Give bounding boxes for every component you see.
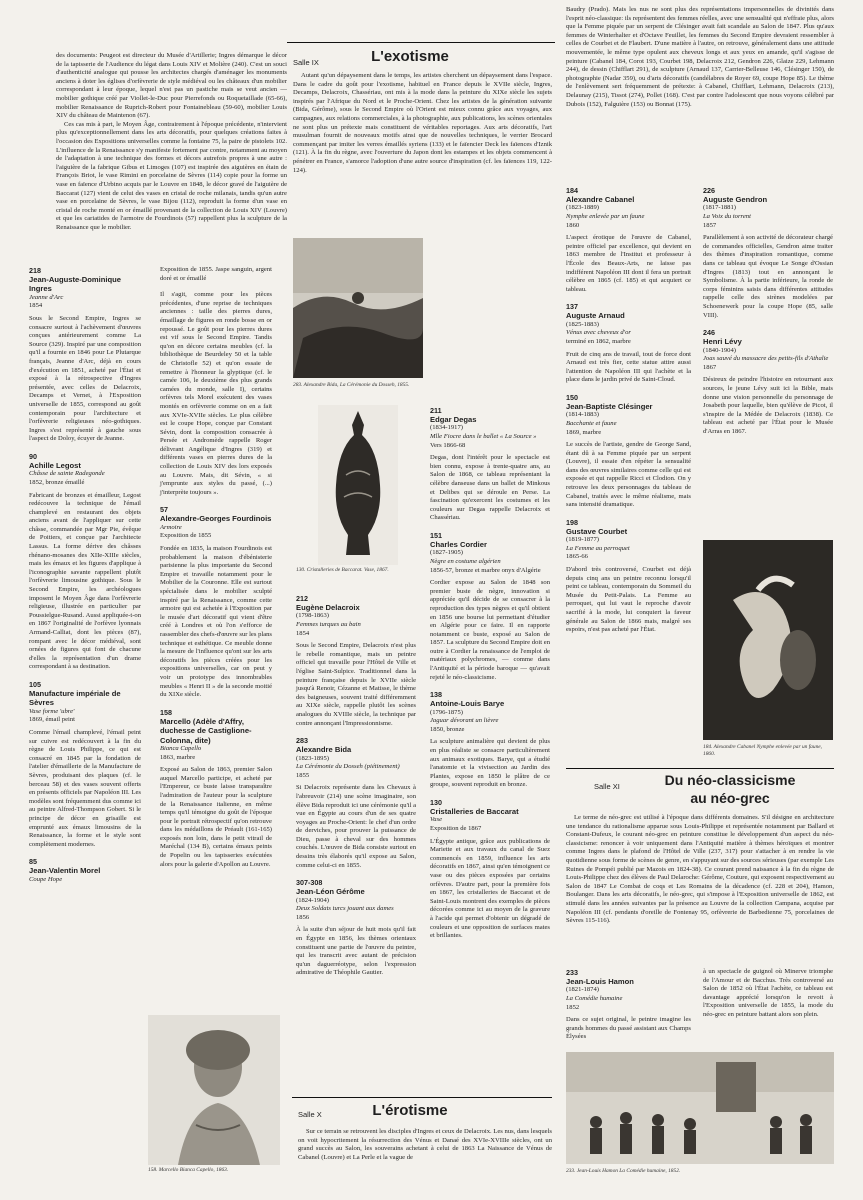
- artist-dates: (1796-1875): [430, 708, 463, 716]
- work-title: Nymphe enlevée par un faune: [566, 213, 645, 220]
- artist-name: Edgar Degas: [430, 415, 477, 424]
- salle-xi-intro: Le terme de néo-grec est utilisé à l'époque dans différents domaines. S'il désigne en architecture une tendance du rationalisme apparue sous Louis-Philippe et représentée notamment par Ballard et Constant-Dufeux, le courant néo-grec en peinture constitue le développement d'un aspect du néo-classicisme: renoncer à voir uniquement dans l'Antiquité matière à thèmes héroïques et montrer comme Ingres dans le plafond de l'Hôtel de Ville (237, 317) pour s'attacher à en rendre la vie quotidienne sous forme de scènes de genre, en s'appuyant sur des sources sérieuses (par exemple Les Ruines de Pompéi publié par Mazois en 1824-38). Ce courant prend naissance à la fin du règne de Louis-Philippe chez des élèves de Paul Delaroche: Gérôme, Couture, qui exposent respectivement au Salon de 1847 Le Combat de coqs et Les Romains de la décadence (cf. 228 et 204), Hamon, Boulanger. Dans les arts décoratifs, le néo-grec, qui s'impose à l'Exposition universelle de 1862, est stimulé dans les années suivantes par la présence au Louvre de la collection Campana, acquise par Napoléon III (cf. pendants d'oreille de Fontenay 95, orfèvrerie de Barbedienne 75, porcelaines de Sèvres 115-116).: [566, 814, 834, 925]
- caption-bida: 283. Alexandre Bida, La Cérémonie du Dosseh, 1855.: [293, 382, 410, 388]
- work-title: Bianca Capello: [160, 744, 202, 752]
- bust-illustration-icon: [148, 1015, 280, 1165]
- entry-number: 151: [430, 530, 442, 540]
- catalogue-entry: [29, 857, 141, 884]
- artist-name: Marcello (Adèle d'Affry, duchesse de Castiglione-Colonna, dite): [160, 716, 252, 745]
- artist-dates: (1814-1883): [566, 411, 599, 419]
- entry-text: Fruit de cinq ans de travail, tout de force dont Arnaud est très fier, cette statue attire aussi l'attention de Napoléon III qui l'achète et la place dans le jardin privé de Saint-Cloud.: [566, 350, 691, 384]
- column-4: [430, 398, 550, 941]
- salle-ix-rule: [287, 42, 555, 43]
- intro-text-block: [56, 52, 287, 232]
- artist-name: Cristalleries de Baccarat: [430, 807, 519, 816]
- artist-name: Eugène Delacroix: [296, 603, 360, 612]
- caption-marcello: 158. Marcello Bianca Capello, 1863.: [148, 1167, 229, 1173]
- catalogue-entry: [160, 291, 272, 497]
- work-title: Femmes turques au bain: [296, 621, 361, 628]
- entry-number: 226: [703, 186, 715, 195]
- entry-number: 57: [160, 505, 168, 515]
- work-details: terminé en 1862, marbre: [566, 337, 631, 345]
- salle-x-rule: [292, 1097, 552, 1098]
- entry-number: 283: [296, 736, 308, 746]
- entry-text: L'aspect érotique de l'œuvre de Cabanel, peintre officiel par excellence, qui devient en 1863 membre de l'Institut et professeur à l'École des Beaux-Arts, ne laisse pas indifférent Napoléon III dont il fera un portrait célèbre en 1865 (cf. 185) et qui acquiert ce tableau.: [566, 234, 691, 293]
- caption-baccarat: 130. Cristalleries de Baccarat. Vase, 1867.: [296, 567, 389, 573]
- work-title: La Voix du torrent: [703, 213, 751, 220]
- entry-number: 130: [430, 798, 442, 807]
- artist-name: Charles Cordier: [430, 539, 487, 549]
- entry-text: L'Égypte antique, grâce aux publications de Mariette et aux travaux du canal de Suez commencés en 1859, influence les arts décoratifs en 1867, ainsi qu'en témoignent ce vase ou des pièces exposées par certains orfèvres. D'autre part, pour la première fois en 1867, les cristalleries de Baccarat et de Saint-Louis montrent des exemples de pièces décorées comme ici au moyen de la gravure à l'acide qui permet d'obtenir un dégradé de couleurs et une opposition de surfaces mates et brillantes.: [430, 837, 550, 940]
- intro-paragraph-1: des documents: Peugeot est directeur du Musée d'Artillerie; Ingres démarque le décor de la tapisserie de l'Audience du légat dans Louis XIV et Molière (240). C'est un souci d'authenticité analogue qui pousse les architectes chargés d'aménager les monuments anciens à doter les églises d'orfèvrerie de style médiéval ou les châteaux d'un mobilier correspondant à leur époque, lequel n'est pas un pastiche mais se veut ancien — mobilier gothique créé par Viollet-le-Duc pour Pierrefonds ou Roquetaillade (65-66), mobilier Renaissance de Ruprich-Robert pour Fontainebleau (59-60), mobilier Louis XIV du château de Maintenon (67).: [56, 52, 287, 120]
- entry-text: Exposé au Salon de 1863, premier Salon auquel Marcello participe, et acheté par l'Empereur, ce buste laisse transparaître l'admiration de l'auteur pour la sculpture de la Renaissance italienne, en même temps qu'il témoigne du goût de l'époque pour le portrait rétrospectif qu'on retrouve dans les médaillons de Préault (161-165) exposés non loin, dans le petit vitrail de Maréchal (134 B), certains émaux peints de Popelin ou les tapisseries exécutées alors pour la galerie d'Apollon au Louvre.: [160, 766, 272, 868]
- artist-dates: (1798-1863): [296, 612, 329, 620]
- entry-text: À la suite d'un séjour de huit mois qu'il fait en Égypte en 1856, les thèmes orientaux constituent une partie de l'œuvre du peintre, qui les transcrit avec autant de précision qu'un daguerréotype, selon l'expression admirative de Théophile Gautier.: [296, 926, 416, 977]
- entry-number: 150: [566, 392, 578, 402]
- artist-name: Jean-Auguste-Dominique Ingres: [29, 275, 121, 294]
- entry-text: Comme l'émail champlevé, l'émail peint sur cuivre est redécouvert à la fin du règne de Louis Philippe, ce qui est consacré en 1845 par la fondation de l'atelier d'émaillerie de la Manufacture de Sèvres, produisant des plaques (cf. le berceau 58) et des vases souvent offerts en présents officiels par Napoléon III. Les modèles sont fréquemment dus comme ici au peintre Alfred-Thompson Gobert. Si le principe de décor en grisaille est emprunté aux émaux limousins de la Renaissance, la forme et le style sont complètement modernes.: [29, 728, 141, 848]
- catalogue-entry: [430, 798, 550, 941]
- entry-text: Fabricant de bronzes et émailleur, Legost redécouvre la technique de l'émail champlevé en restaurant des objets anciens avant de l'appliquer sur cette châsse, commandée par Mgr Pie, évêque de Poitiers, et conçue par l'architecte Lassus. La forme dérive des châsses rhénano-mosanes des XIIe-XIIIe siècles, mais les émaux et les figures d'applique à l'iconographie savante rappellent plutôt l'orfèvrerie limousine gothique. Sous le Second Empire, les archéologues imposent le Moyen Âge dans l'orfèvrerie religieuse, illustrée en particulier par Poussielgue-Rusand. Aussi appliquée-t-on en 1867 l'originalité de l'orfèvre lyonnais Armand-Calliat, dont les pièces (87), rompant avec le décor médiéval, sont ornées de figures qui font de chacune d'elles la représentation d'un drame correspondant à sa destination.: [29, 491, 141, 671]
- artist-dates: (1834-1917): [430, 424, 463, 432]
- work-details: Vers 1866-68: [430, 441, 466, 449]
- artist-dates: (1823-1889): [566, 204, 599, 212]
- entry-number: 137: [566, 302, 578, 312]
- entry-number: 307-308: [296, 878, 323, 888]
- catalogue-entry: [29, 266, 141, 444]
- work-title: Nègre en costume algérien: [430, 557, 501, 565]
- catalogue-entry: [29, 452, 141, 672]
- catalogue-entry: [29, 680, 141, 849]
- artist-name: Antoine-Louis Barye: [430, 699, 505, 709]
- column-1: [29, 258, 141, 884]
- entry-hamon: 233 Jean-Louis Hamon (1821-1874) La Comédie humaine 1852 Dans ce sujet original, le peintre imagine les grands hommes du passé assistant aux Champs Élysées: [566, 968, 691, 1041]
- work-title: Coupe Hope: [29, 875, 63, 883]
- entry-number: 212: [296, 594, 308, 603]
- work-title: Mlle Fiocre dans le ballet « La Source »: [430, 433, 537, 440]
- entry-number: 138: [430, 690, 442, 700]
- salle-xi-title-1: Du néo-classicisme: [664, 772, 796, 788]
- vase-illustration-icon: [318, 405, 398, 565]
- work-details: 1854: [29, 302, 43, 310]
- artist-name: Jean-Baptiste Clésinger: [566, 401, 653, 411]
- catalogue-entry: [160, 266, 272, 283]
- artist-name: Henri Lévy: [703, 337, 742, 347]
- artist-dates: (1823-1895): [296, 754, 329, 762]
- entry-number: 158: [160, 707, 172, 717]
- artist-dates: (1819-1877): [566, 536, 599, 544]
- catalogue-entry: [566, 393, 691, 510]
- entry-number: 246: [703, 328, 715, 338]
- catalogue-entry: [430, 531, 550, 682]
- artist-name: Jean-Léon Gérôme: [296, 887, 365, 897]
- catalogue-entry: [160, 505, 272, 699]
- col6-bottom-text: à un spectacle de guignol où Minerve triomphe de l'Amour et de Bacchus. Très controversé au Salon de 1852 où l'État l'achète, ce tableau est davantage apprécié lorsqu'on le revoit à l'Exposition universelle de 1855, la mode du néo-grec en peinture battant alors son plein.: [703, 968, 833, 1018]
- work-details: 1856: [296, 913, 310, 921]
- salle-x-intro: Sur ce terrain se retrouvent les disciples d'Ingres et ceux de Delacroix. Les nus, dans lesquels on voit hypocritement la résurrection des Vénus et Danaé des XVIe-XVIIIe siècles, ont un grand succès au Salon, les souverains achetant à celui de 1863 La Naissance de Vénus de Cabanel (Louvre) et La Perle et la vague de: [298, 1128, 552, 1161]
- artist-name: Jean-Valentin Morel: [29, 866, 101, 876]
- catalogue-entry: [566, 302, 691, 385]
- work-title: Armoire: [160, 523, 182, 531]
- artist-name: Alexandre-Georges Fourdinois: [160, 514, 272, 524]
- crowd-painting-illustration-icon: [566, 1052, 834, 1164]
- catalogue-entry: [703, 328, 833, 436]
- work-details: 1854: [296, 629, 310, 637]
- work-title: Vase forme 'ubre': [29, 707, 75, 715]
- work-details: 1869, marbre: [566, 428, 602, 436]
- work-title: Bacchante et faune: [566, 419, 617, 427]
- catalogue-entry: [703, 186, 833, 320]
- entry-text: Sous le Second Empire, Ingres se consacre surtout à l'achèvement d'œuvres conçues antérieurement comme La Source (329). Inspiré par une composition qu'il a fournie en 1846 pour Le Plutarque français, Jeanne d'Arc, déjà en cours d'exécution en 1851, acheté par l'État et exposé à la rétrospective d'Ingres présentée, avec celles de Delacroix, Decamps et Vernet, à l'Exposition universelle de 1855, correspond au goût contemporain pour l'architecture et l'orfèvrerie religieuses néo-gothiques. Ingres s'est représenté à gauche sous l'aspect de Doloy, écuyer de Jeanne.: [29, 315, 141, 443]
- work-details: 1860: [566, 221, 580, 229]
- work-title: La Cérémonie du Dosseh (piétinement): [296, 763, 400, 771]
- entry-number: 105: [29, 679, 41, 689]
- caption-hamon: 233. Jean-Louis Hamon La Comédie humaine, 1852.: [566, 1168, 681, 1174]
- catalogue-entry: [296, 736, 416, 870]
- crowd-scene-illustration-icon: [293, 238, 423, 378]
- photo-hamon-comedie: [566, 1052, 834, 1164]
- work-details: 1869, émail peint: [29, 716, 75, 724]
- artist-dates: (1817-1881): [703, 204, 736, 212]
- salle-ix-title: L'exotisme: [371, 48, 449, 65]
- work-title: Jeanne d'Arc: [29, 293, 64, 301]
- intro-paragraph-2: Ces cas mis à part, le Moyen Âge, contrairement à l'époque précédente, n'intervient plus qu'exceptionnellement dans les arts décoratifs, pour quelques créations faites à l'occasion des Expositions universelles comme la fontaine 75, la paire de pistolets 102. L'influence de la Renaissance s'y manifeste fortement par contre, notamment au moyen de l'adaptation à une technique des formes et décors autrefois propres à une autre : l'aiguière de la fabrique Gibus et Limoges (107) est inspirée des aiguières en étain de François Briot, le vase Rimini en porcelaine de Sèvres (114) copie pour la forme un vase en faïence d'Urbino acquis par le Louvre en 1848, le décor gravé de l'aiguière de Baccarat (127) vient de celui des vases en cristal de roche milanais, tandis qu'un autre vase en porcelaine de Sèvres, le vase Bijou (112), reproduit la forme d'un vase en cristal de roche monté en or émaillé provenant de la collection de Louis XIV (Louvre) et que les cariatides de l'armoire de Fourdinois (57) rappellent plus la sculpture de la Renaissance que le mobilier.: [56, 120, 287, 231]
- artist-name: Alexandre Bida: [296, 745, 352, 755]
- catalogue-entry: [430, 690, 550, 790]
- work-details: Exposition de 1867: [430, 825, 482, 832]
- salle-xi-rule: [566, 768, 834, 769]
- artist-name: Gustave Courbet: [566, 526, 628, 536]
- artist-dates: (1827-1905): [430, 549, 463, 557]
- col5-top-text: Baudry (Prado). Mais les nus ne sont plus des représentations impersonnelles de divinités dans l'esprit néo-classique: ils représentent des femmes réelles, avec une sensualité qui n'effraie plus, alors que la Femme piquée par un serpent de Clésinger avait fait scandale au Salon de 1847. Plus qu'aux femmes de Winterhalter et d'Octave Feuillet, les femmes du Second Empire devraient ressembler à celles de Courbet et de Flaubert. D'une matière à l'autre, on retrouve, généralement dans une attitude mouvementée, le même type opulent aux cheveux longs et aux yeux en amande, qu'il s'agisse de peinture (Cabanel 184, Corot 193, Courbet 198, Delacroix 212, Gendron 226, Glaize 229, Lehmann 244), de dessin (Chifflart 291), de sculpture (Arnaud 137, Carrier-Belleuse 146, Clésinger 150), de photographie (Nadar 359), ou d'arts décoratifs (candélabres de Royer 69, coupe Hope 85). Le thème de l'enlèvement sert fréquemment de prétexte: à Cabanel, Chifflart, Lehmann, Delacroix (213), Delaunay (215), Tissot (274), Pollet (168). C'est par contre l'adolescent que nous voyons célébré par Dubois (152), Falguière (153) ou Bonnat (175).: [566, 6, 834, 108]
- caption-cabanel: 184. Alexandre Cabanel Nymphe enlevée par un faune, 1860.: [703, 744, 823, 757]
- entry-text: Désireux de peindre l'histoire en retournant aux sources, le jeune Lévy suit ici la Bible, mais donne une vision personnelle du personnage de Josabeth pour laquelle, bien qu'élève de Picot, il s'inspire de la Médée de Delacroix (1838). Ce tableau est acheté par l'État pour le Musée d'Arras en 1867.: [703, 376, 833, 435]
- work-title: La Femme au perroquet: [566, 544, 630, 552]
- entry-number: 85: [29, 857, 37, 867]
- entry-text: Sous le Second Empire, Delacroix n'est plus le rebelle romantique, mais un peintre officiel qui travaille pour l'Hôtel de Ville et l'église Saint-Sulpice. Traditionnel dans la peinture française depuis le XVIIe siècle jusqu'à Renoir, Cézanne et Matisse, le thème des baigneuses, souvent traité différemment au XIXe siècle, rappelle plutôt les scènes analogues du XVIIIe siècle, la technique par contre annonçant l'Impressionnisme.: [296, 642, 416, 727]
- artist-dates: (1840-1904): [703, 346, 736, 354]
- work-title: Jaguar dévorant un lièvre: [430, 717, 499, 725]
- artist-name: Auguste Arnaud: [566, 311, 625, 321]
- work-details: 1852, bronze émaillé: [29, 478, 85, 486]
- entry-number: 211: [430, 406, 442, 415]
- salle-x-label: Salle X: [298, 1110, 322, 1119]
- work-title: Deux Soldats turcs jouant aux dames: [296, 905, 394, 913]
- salle-xi-title-2: au néo-grec: [690, 790, 770, 806]
- photo-bida-ceremonie: [293, 238, 423, 378]
- catalogue-entry: [430, 406, 550, 523]
- work-details: 1856-57, bronze et marbre onyx d'Algérie: [430, 566, 541, 574]
- entry-number: 218: [29, 266, 41, 275]
- artist-dates: (1825-1883): [566, 320, 599, 328]
- catalogue-entry: [296, 878, 416, 978]
- work-details: 1865-66: [566, 553, 588, 561]
- entry-text: D'abord très controversé, Courbet est déjà depuis cinq ans un peintre reconnu lorsqu'il peint ce tableau, contemporain du Sommeil du Musée du Petit-Palais. La Femme au perroquet, qui lui vaut le reproche d'avoir sacrifié à la mode, lui conquiert la faveur générale au Salon de 1866 mais, malgré ses espoirs, n'est pas acheté par l'État.: [566, 566, 691, 634]
- photo-marcello-bust: [148, 1015, 280, 1165]
- salle-x-title: L'érotisme: [372, 1102, 448, 1119]
- catalogue-entry: [160, 708, 272, 870]
- work-title: Vénus avec cheveux d'or: [566, 329, 631, 337]
- entry-text: Le succès de l'artiste, gendre de George Sand, étant dû à sa Femme piquée par un serpent (Louvre), il essaie d'en répéter la sensualité dans des œuvres similaires comme celle qui est exposée et qui rappelle Ricci et Clodion. On y retrouve les deux personnages du tableau de Cabanel, traités avec le même réalisme, mais sans intensité dramatique.: [566, 441, 691, 509]
- work-details: 1850, bronze: [430, 725, 465, 733]
- artist-name: Auguste Gendron: [703, 195, 768, 204]
- artist-name: Alexandre Cabanel: [566, 195, 635, 204]
- artist-name: Achille Legost: [29, 460, 81, 470]
- entry-text: La sculpture animalière qui devient de plus en plus réaliste se consacre particulièrement aux animaux exotiques. Barye, qui a étudié l'anatomie et la vivisection au Jardin des Plantes, expose en 1850 le plâtre de ce groupe, souvent reproduit en bronze.: [430, 738, 550, 789]
- column-2: [160, 258, 272, 869]
- catalogue-entry: [296, 594, 416, 728]
- work-details: Exposition de 1855: [160, 532, 212, 540]
- photo-baccarat-vase: [318, 405, 398, 565]
- work-title: Châsse de sainte Radegonde: [29, 470, 105, 478]
- entry-text: Si Delacroix représente dans les Chevaux à l'abreuvoir (214) une scène imaginaire, son élève Bida reproduit ici une cérémonie qu'il a vue en Égypte au cours d'un de ses quatre voyages au Proche-Orient: le chef d'un ordre de derviches, pour prouver la puissance de Dieu, passe à cheval sur des hommes couchés. L'œuvre de Bida consiste surtout en dessins très élaborés qu'il expose au Salon, comme celui-ci en 1855.: [296, 784, 417, 869]
- work-details: 1863, marbre: [160, 753, 196, 761]
- photo-cabanel-nymphe: [703, 540, 833, 740]
- entry-text: Cordier expose au Salon de 1848 son premier buste de nègre, innovation si appréciée qu'il décide de se consacrer à la reproduction des types nègres et qu'il obtient en 1856 une bourse lui permettant d'étudier en Algérie pour ce faire. Il en rapporte notamment ce buste, exposé au Salon de 1857. La sculpture du Second Empire doit en outre à Cordier la renaissance de l'emploi de matériaux polychromes, — comme dans l'Antiquité et la période baroque — qu'avait rejeté le néo-classicisme.: [430, 579, 550, 681]
- work-details: 1857: [703, 221, 717, 229]
- column-6: [703, 178, 833, 436]
- catalogue-entry: [566, 186, 691, 294]
- entry-number: 198: [566, 517, 578, 527]
- work-details: 1855: [296, 771, 310, 779]
- entry-number: 90: [29, 451, 37, 461]
- catalogue-entry: [566, 518, 691, 635]
- entry-text: Parallèlement à son activité de décorateur chargé de commandes officielles, Gendron aime traiter des thèmes d'inspiration romantique, comme dans ce tableau qui évoque Le Songe d'Ossian d'Ingres (1813) tout en annonçant le Symbolisme. À la partie inférieure, la ronde de corps féminins saisis dans différentes attitudes rappelle celle des sirènes modelées par Schoenewerk pour la coupe Hope (85, salle VIII).: [703, 234, 833, 319]
- column-3: [296, 586, 416, 978]
- entry-text: Il s'agit, comme pour les pièces précédentes, d'une reprise de techniques anciennes : taille des pierres dures, émaillage de figures en ronde bosse en or repoussé. Le goût pour les pierres dures est vif sous le Second Empire. Tandis qu'on en décore certains meubles (cf. la bibliothèque de Beurdeley 50 et la table de Christofle 52) et qu'on essaie de remettre à l'honneur la glyptique (cf. le camée 106, le deuxième des plus grands camées du monde, salle I), certains orfèvres tels Morel exécutent des vases montés en orfèvrerie comme on en a fait aux XVIe-XVIIe siècles. Le plus célèbre est le coupe Hope, conçue par Constant Sévin, dont la composition consacrée à Persée et Andromède rappelle Roger délivrant Angélique d'Ingres (319) et différents vases en pierres dures de la collection de Louis XIV des lors exposés au Louvre. Mais, dit Sévin, « si j'emprunte aux styles du passé, (...) j'interprète toujours ».: [160, 291, 272, 496]
- artist-name: Manufacture impériale de Sèvres: [29, 688, 121, 708]
- entry-text: Fondée en 1835, la maison Fourdinois est probablement la maison d'ébénisterie parisienne la plus importante du Second Empire et travaille notamment pour le Mobilier de la Couronne. Elle est surtout spécialisée dans le mobilier sculpté inspiré par la Renaissance, comme cette armoire qui est achetée à l'Exposition par le musée d'art décoratif qui vient d'être créé à Londres et où l'on s'efforce de rassembler des chefs-d'œuvre sur les plans technique et esthétique. Ce meuble donne la mesure de l'influence qu'ont sur les arts décoratifs les pièces créées pour les expositions universelles, car on peut y voir un prototype des innombrables meubles « Henri II » de la seconde moitié du XIXe siècle.: [160, 545, 272, 699]
- salle-ix-intro: Autant qu'un dépaysement dans le temps, les artistes cherchent un dépaysement dans l'espace. Dans le cadre du goût pour l'exotisme, habituel en France depuis le XVIIe siècle, Ingres, Decamps, Delacroix, Chassériau, ont mis à la mode dans la peinture du XIXe siècle les sujets inspirés par l'Afrique du Nord et le Proche-Orient. Chez les artistes de la génération suivante (Bida, Gérôme), sous le Second Empire où l'Orient est mieux connu grâce aux voyages, aux campagnes, aux relations commerciales, à la photographie, aux publications, les scènes orientales ne sont plus un prétexte mais constituent de véritables reportages. Aux arts décoratifs, l'art musulman fournit de nouveaux motifs ainsi que de nouvelles techniques, le verrier Brocard commençant par imiter les verres émaillés syriens (133) et le faïencier Deck les faïences d'Iznik (121). À la fin du règne, avec l'ouverture du Japon dont les estampes et les objets commencent à pénétrer en France, s'amorce l'adoption d'une autre source d'inspiration (cf. les faïences 119, 122-124).: [293, 72, 552, 174]
- work-title: Vase: [430, 816, 443, 824]
- painting-illustration-icon: [703, 540, 833, 740]
- entry-number: 184: [566, 186, 578, 195]
- work-title: Joas sauvé du massacre des petits-fils d'Athalie: [703, 355, 829, 363]
- artist-dates: (1824-1904): [296, 896, 329, 904]
- column-5: [566, 178, 691, 635]
- entry-text: Exposition de 1855. Jaspe sanguin, argent doré et or émaillé: [160, 266, 272, 282]
- entry-text: Degas, dont l'intérêt pour le spectacle est bien connu, expose à trente-quatre ans, au Salon de 1868, ce tableau représentant la célèbre danseuse dans un ballet de Minkous et Delibes qui se déroule en Perse. La fascination qu'exercent les costumes et les couleurs sur Degas rappelle Delacroix et Chassériau.: [430, 454, 550, 522]
- work-details: 1867: [703, 363, 717, 371]
- salle-ix-label: Salle IX: [293, 58, 319, 67]
- salle-xi-label: Salle XI: [594, 782, 620, 791]
